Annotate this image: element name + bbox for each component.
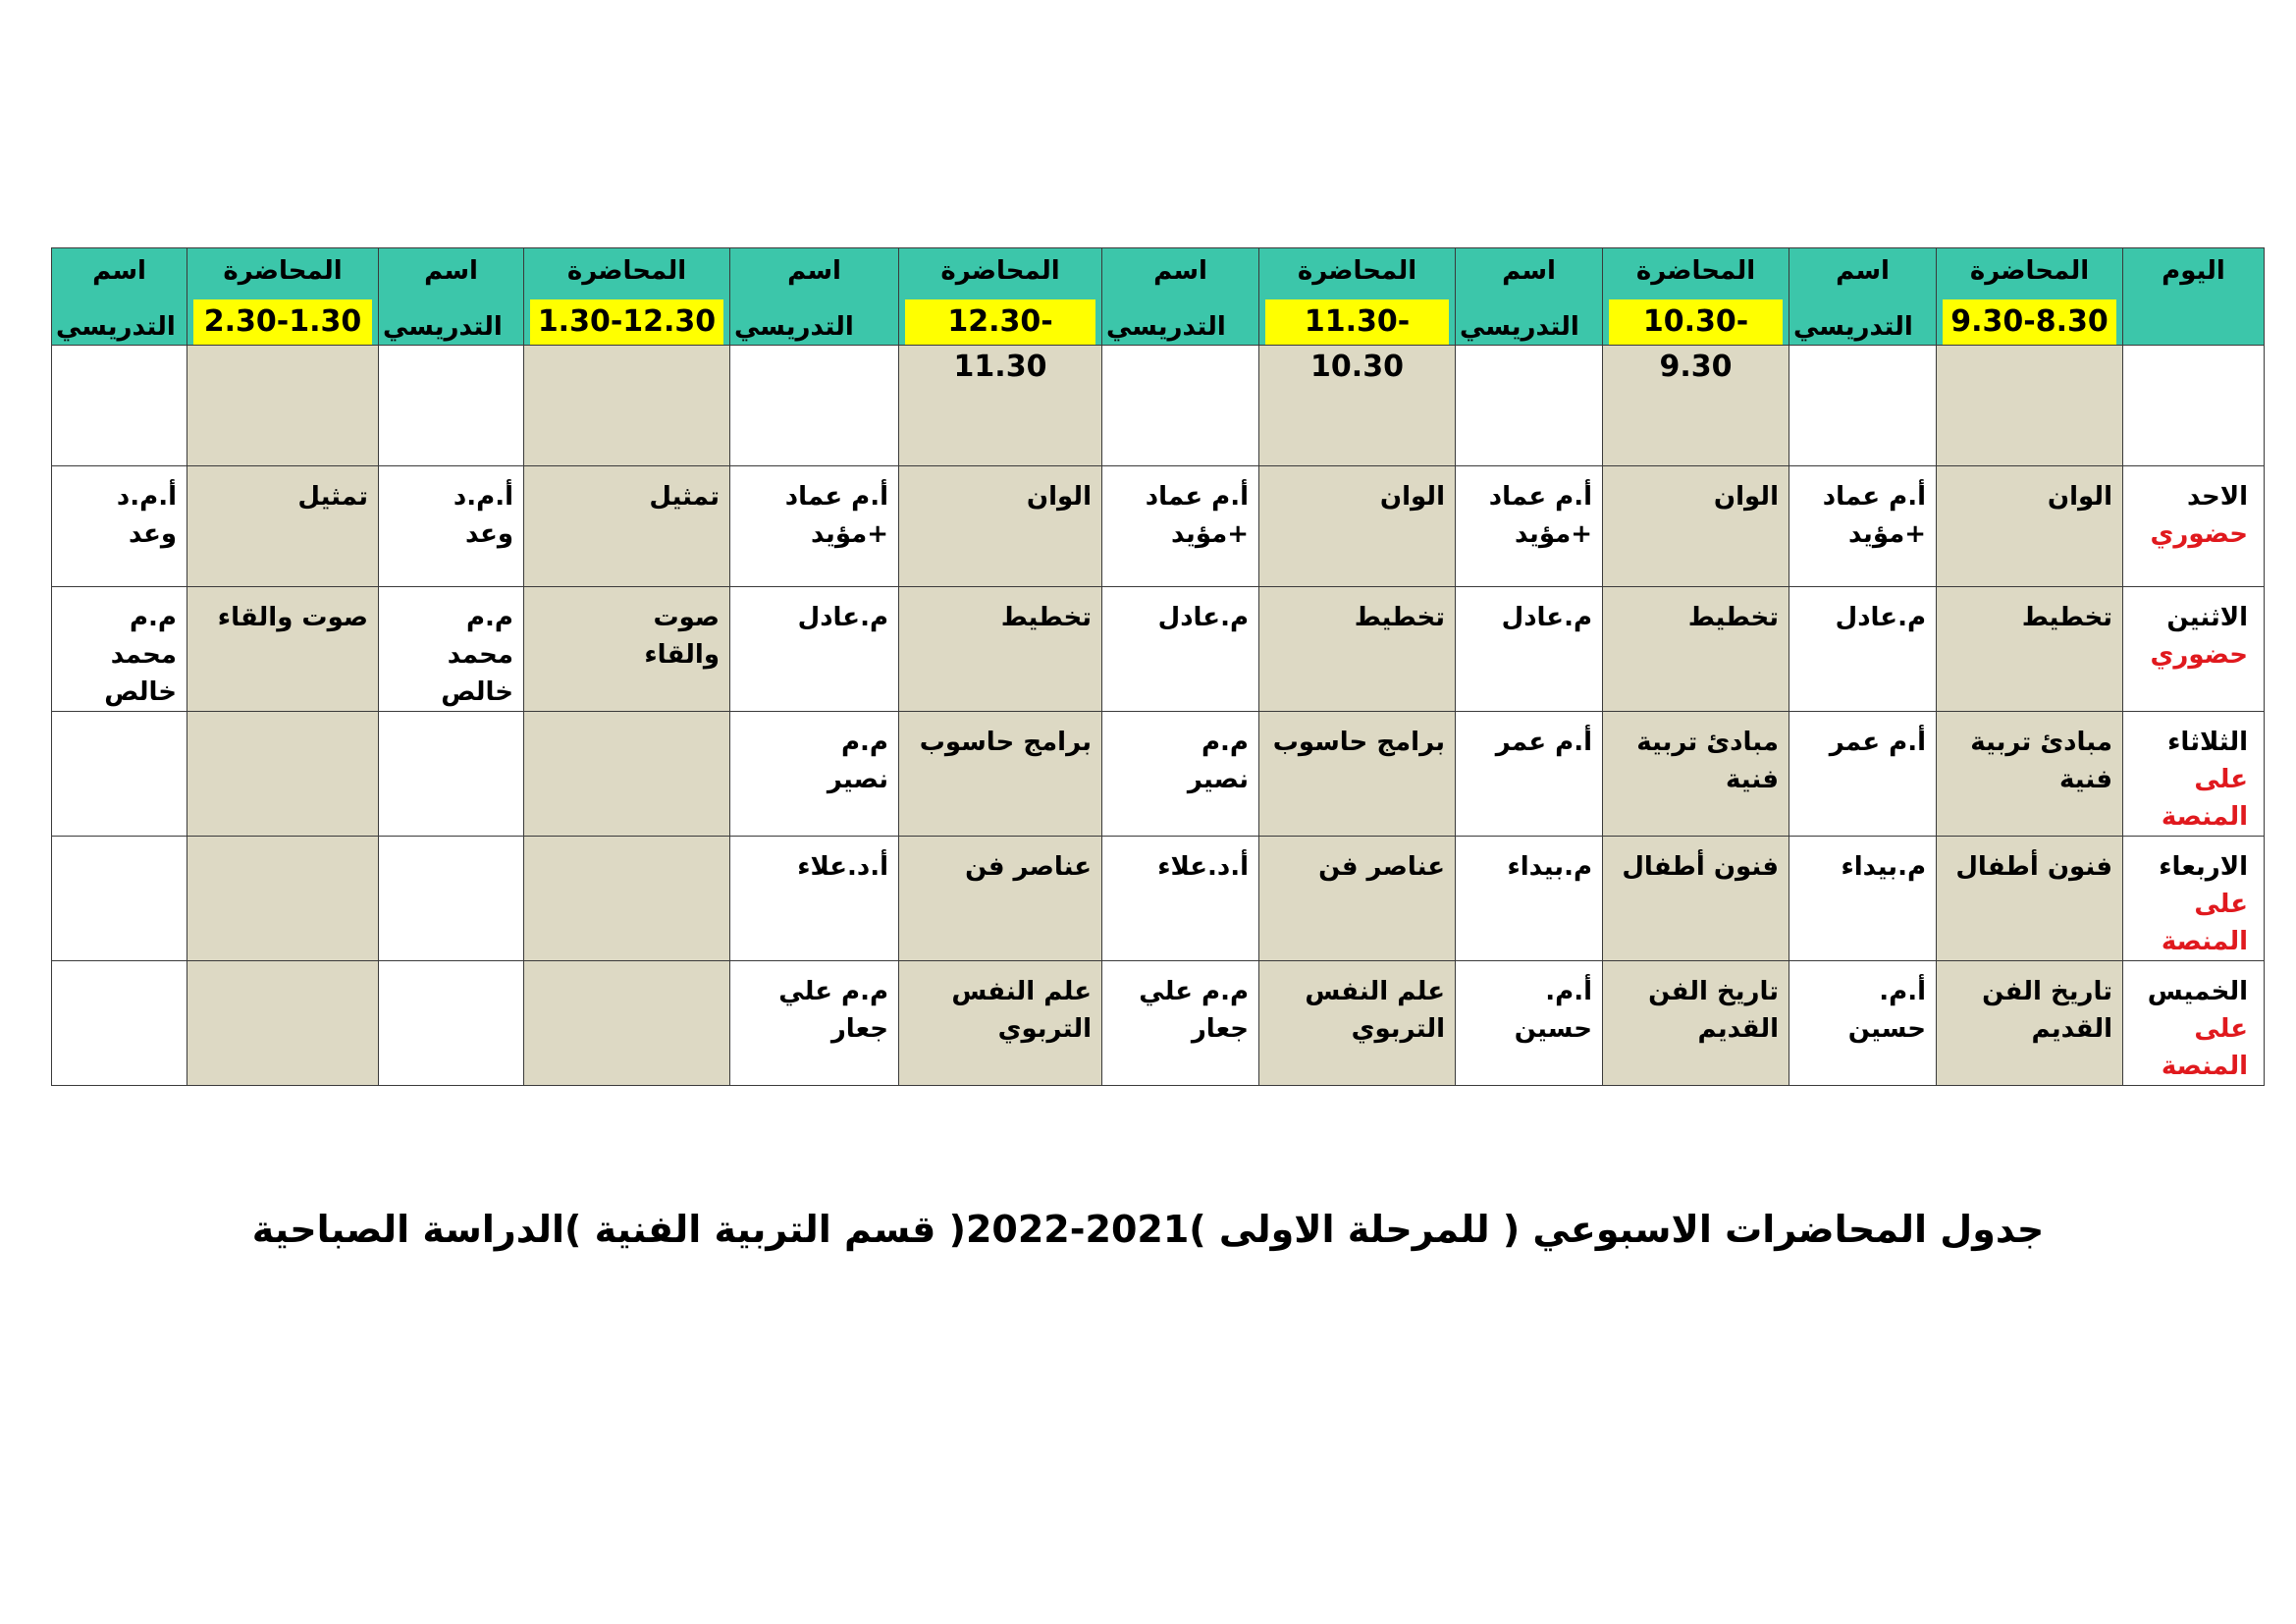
teacher-text: محمد [447, 640, 513, 670]
subject-text: تمثيل [297, 482, 368, 512]
subject-cell [1603, 712, 1789, 837]
teacher-cell [379, 837, 524, 961]
subject-cell [187, 837, 379, 961]
teacher-text: +مؤيد [1171, 519, 1249, 549]
subject-header [899, 248, 1102, 384]
subject-cell [187, 466, 379, 587]
subject-text: مبادئ تربية [1970, 728, 2112, 757]
teacher-header [730, 248, 899, 346]
subject-cell [1937, 837, 2123, 961]
table-row [52, 961, 2265, 1086]
teacher-cell [1102, 346, 1259, 466]
teacher-text: حسين [1847, 1014, 1926, 1044]
time-slot: 1.30-12.30 [530, 299, 723, 345]
day-header-label: اليوم [2162, 256, 2225, 286]
teacher-text: أ.م عمر [1829, 728, 1926, 757]
teacher-header-label-bottom: التدريسي [1106, 312, 1226, 342]
subject-header-label: المحاضرة [1969, 256, 2090, 286]
teacher-text: حسين [1514, 1014, 1592, 1044]
teacher-cell [1789, 712, 1937, 837]
teacher-text: نصير [827, 765, 888, 794]
teacher-cell [52, 837, 187, 961]
teacher-text: +مؤيد [811, 519, 888, 549]
time-slot: 11.30-10.30 [1265, 299, 1449, 345]
teacher-header-label-bottom: التدريسي [56, 312, 176, 342]
subject-text: صوت والقاء [217, 603, 368, 632]
subject-cell [1937, 587, 2123, 712]
mode-label: حضوري [2150, 640, 2248, 670]
subject-text: تاريخ الفن [1982, 977, 2112, 1006]
time-slot: 2.30-1.30 [193, 299, 372, 345]
subject-text: التربوي [997, 1014, 1092, 1044]
teacher-header [379, 248, 524, 346]
teacher-text: محمد [110, 640, 177, 670]
subject-text: برامج حاسوب [919, 728, 1092, 757]
teacher-text: أ.م.د [116, 482, 177, 512]
day-name: الخميس [2147, 977, 2248, 1006]
teacher-text: م.م [466, 603, 513, 632]
day-cell [2123, 961, 2265, 1086]
teacher-cell [379, 961, 524, 1086]
teacher-text: جعار [1191, 1014, 1249, 1044]
teacher-cell [730, 466, 899, 587]
schedule-body [52, 248, 2265, 1086]
mode-label: على المنصة [2161, 765, 2248, 832]
subject-cell [1259, 712, 1456, 837]
teacher-text: م.عادل [1835, 603, 1926, 632]
subject-text: فنون أطفال [1955, 852, 2112, 882]
teacher-cell [730, 587, 899, 712]
subject-text: الوان [1713, 482, 1779, 512]
teacher-header-label-top: اسم [787, 256, 841, 286]
subject-text: تمثيل [649, 482, 720, 512]
subject-text: والقاء [644, 640, 720, 670]
subject-text: عناصر فن [1318, 852, 1445, 882]
teacher-cell [52, 961, 187, 1086]
subject-cell [1603, 837, 1789, 961]
teacher-header [1456, 248, 1603, 346]
teacher-cell [1102, 837, 1259, 961]
teacher-header-label-bottom: التدريسي [1793, 312, 1913, 342]
teacher-text: أ.د.علاء [797, 852, 888, 882]
subject-text: علم النفس [1305, 977, 1445, 1006]
teacher-text: م.عادل [1501, 603, 1592, 632]
subject-text: عناصر فن [965, 852, 1092, 882]
day-name: الثلاثاء [2167, 728, 2248, 757]
subject-cell [1603, 466, 1789, 587]
teacher-cell [52, 466, 187, 587]
subject-text: التربوي [1351, 1014, 1445, 1044]
subject-text: تخطيط [2021, 603, 2112, 632]
subject-text: تخطيط [1000, 603, 1092, 632]
subject-text: تخطيط [1687, 603, 1779, 632]
subject-header-label: المحاضرة [223, 256, 343, 286]
teacher-header [1102, 248, 1259, 346]
subject-cell [187, 712, 379, 837]
teacher-cell [1456, 712, 1603, 837]
subject-header [1937, 248, 2123, 346]
teacher-text: أ.م عماد [1488, 482, 1592, 512]
page-title: جدول المحاضرات الاسبوعي ( للمرحلة الاولى )2021-2022( قسم التربية الفنية )الدراسة الصباحية [251, 1208, 2045, 1251]
subject-text: القديم [2031, 1014, 2112, 1044]
subject-text: تخطيط [1354, 603, 1445, 632]
subject-cell [899, 587, 1102, 712]
table-row [52, 712, 2265, 837]
subject-cell [1259, 466, 1456, 587]
subject-cell [899, 961, 1102, 1086]
teacher-cell [1789, 837, 1937, 961]
subject-text: القديم [1697, 1014, 1779, 1044]
day-cell [2123, 837, 2265, 961]
subject-header [187, 248, 379, 346]
teacher-text: م.م [841, 728, 888, 757]
teacher-cell [1102, 587, 1259, 712]
subject-header-label: المحاضرة [1297, 256, 1417, 286]
time-slot: 9.30-8.30 [1943, 299, 2116, 345]
teacher-cell [1789, 466, 1937, 587]
teacher-cell [1456, 837, 1603, 961]
teacher-text: أ.م. [1879, 977, 1926, 1006]
subject-header [1259, 248, 1456, 384]
table-row [52, 346, 2265, 466]
teacher-cell [52, 346, 187, 466]
day-cell [2123, 587, 2265, 712]
teacher-text: +مؤيد [1848, 519, 1926, 549]
subject-text: فنية [1725, 765, 1779, 794]
subject-text: الوان [2047, 482, 2112, 512]
subject-cell [524, 587, 730, 712]
teacher-cell [1102, 961, 1259, 1086]
subject-cell [524, 346, 730, 466]
subject-cell [524, 466, 730, 587]
teacher-cell [1102, 466, 1259, 587]
teacher-header-label-top: اسم [424, 256, 478, 286]
teacher-text: جعار [830, 1014, 888, 1044]
teacher-text: أ.م عماد [1145, 482, 1249, 512]
day-name: الاحد [2186, 482, 2248, 512]
teacher-cell [730, 837, 899, 961]
subject-cell [187, 587, 379, 712]
teacher-text: نصير [1187, 765, 1249, 794]
subject-cell [899, 837, 1102, 961]
teacher-text: م.م [1201, 728, 1249, 757]
time-slot: 12.30-11.30 [905, 299, 1095, 345]
subject-cell [524, 712, 730, 837]
teacher-text: م.م علي [778, 977, 888, 1006]
teacher-cell [379, 346, 524, 466]
subject-cell [1259, 587, 1456, 712]
day-cell [2123, 346, 2265, 466]
day-name: الاثنين [2166, 603, 2248, 632]
subject-text: فنية [2058, 765, 2112, 794]
subject-cell [187, 961, 379, 1086]
teacher-text: أ.م عمر [1495, 728, 1592, 757]
teacher-cell [1456, 346, 1603, 466]
teacher-text: م.بيداء [1507, 852, 1592, 882]
subject-header [1603, 248, 1789, 384]
teacher-text: م.عادل [797, 603, 888, 632]
teacher-cell [1789, 587, 1937, 712]
teacher-header-label-top: اسم [92, 256, 146, 286]
teacher-text: خالص [441, 677, 513, 707]
subject-cell [524, 961, 730, 1086]
header-row [52, 248, 2265, 346]
subject-text: الوان [1026, 482, 1092, 512]
mode-label: على المنصة [2161, 890, 2248, 956]
subject-cell [1937, 466, 2123, 587]
teacher-text: خالص [104, 677, 177, 707]
subject-header-label: المحاضرة [940, 256, 1060, 286]
table-row [52, 837, 2265, 961]
teacher-text: أ.م. [1545, 977, 1592, 1006]
teacher-cell [1456, 961, 1603, 1086]
subject-header-label: المحاضرة [566, 256, 687, 286]
table-row [52, 587, 2265, 712]
teacher-cell [1789, 961, 1937, 1086]
subject-cell [899, 466, 1102, 587]
teacher-cell [730, 961, 899, 1086]
subject-text: الوان [1379, 482, 1445, 512]
teacher-header [52, 248, 187, 346]
teacher-cell [52, 712, 187, 837]
teacher-text: م.عادل [1157, 603, 1249, 632]
subject-header-label: المحاضرة [1635, 256, 1756, 286]
subject-cell [1259, 961, 1456, 1086]
subject-text: فنون أطفال [1622, 852, 1779, 882]
subject-cell [1937, 961, 2123, 1086]
subject-text: صوت [653, 603, 720, 632]
subject-cell [1603, 961, 1789, 1086]
day-header [2123, 248, 2265, 346]
subject-text: مبادئ تربية [1636, 728, 1779, 757]
teacher-header-label-top: اسم [1836, 256, 1890, 286]
teacher-text: أ.م عماد [1822, 482, 1926, 512]
subject-text: برامج حاسوب [1272, 728, 1445, 757]
subject-cell [1937, 712, 2123, 837]
subject-text: علم النفس [951, 977, 1092, 1006]
teacher-header-label-top: اسم [1502, 256, 1556, 286]
teacher-cell [379, 587, 524, 712]
teacher-header-label-bottom: التدريسي [1460, 312, 1579, 342]
teacher-text: أ.م عماد [784, 482, 888, 512]
teacher-header-label-bottom: التدريسي [383, 312, 503, 342]
mode-label: حضوري [2150, 519, 2248, 549]
teacher-cell [730, 712, 899, 837]
teacher-text: وعد [465, 519, 513, 549]
teacher-cell [379, 466, 524, 587]
day-cell [2123, 466, 2265, 587]
subject-cell [187, 346, 379, 466]
teacher-text: م.م علي [1139, 977, 1249, 1006]
teacher-cell [1789, 346, 1937, 466]
teacher-cell [52, 587, 187, 712]
teacher-cell [1102, 712, 1259, 837]
teacher-cell [379, 712, 524, 837]
teacher-header [1789, 248, 1937, 346]
teacher-cell [1456, 466, 1603, 587]
subject-cell [1259, 837, 1456, 961]
teacher-text: وعد [129, 519, 177, 549]
day-name: الاربعاء [2159, 852, 2248, 882]
subject-cell [1937, 346, 2123, 466]
teacher-header-label-top: اسم [1153, 256, 1207, 286]
time-slot: 10.30-9.30 [1609, 299, 1783, 345]
subject-cell [899, 712, 1102, 837]
teacher-text: +مؤيد [1515, 519, 1592, 549]
schedule-table [51, 247, 2265, 1086]
subject-cell [1603, 587, 1789, 712]
mode-label: على المنصة [2161, 1014, 2248, 1081]
day-cell [2123, 712, 2265, 837]
teacher-header-label-bottom: التدريسي [734, 312, 854, 342]
table-row [52, 466, 2265, 587]
teacher-text: م.م [130, 603, 177, 632]
teacher-text: م.بيداء [1841, 852, 1926, 882]
teacher-cell [730, 346, 899, 466]
subject-header [524, 248, 730, 346]
subject-text: تاريخ الفن [1648, 977, 1779, 1006]
teacher-cell [1456, 587, 1603, 712]
teacher-text: أ.د.علاء [1157, 852, 1249, 882]
teacher-text: أ.م.د [453, 482, 513, 512]
subject-cell [524, 837, 730, 961]
